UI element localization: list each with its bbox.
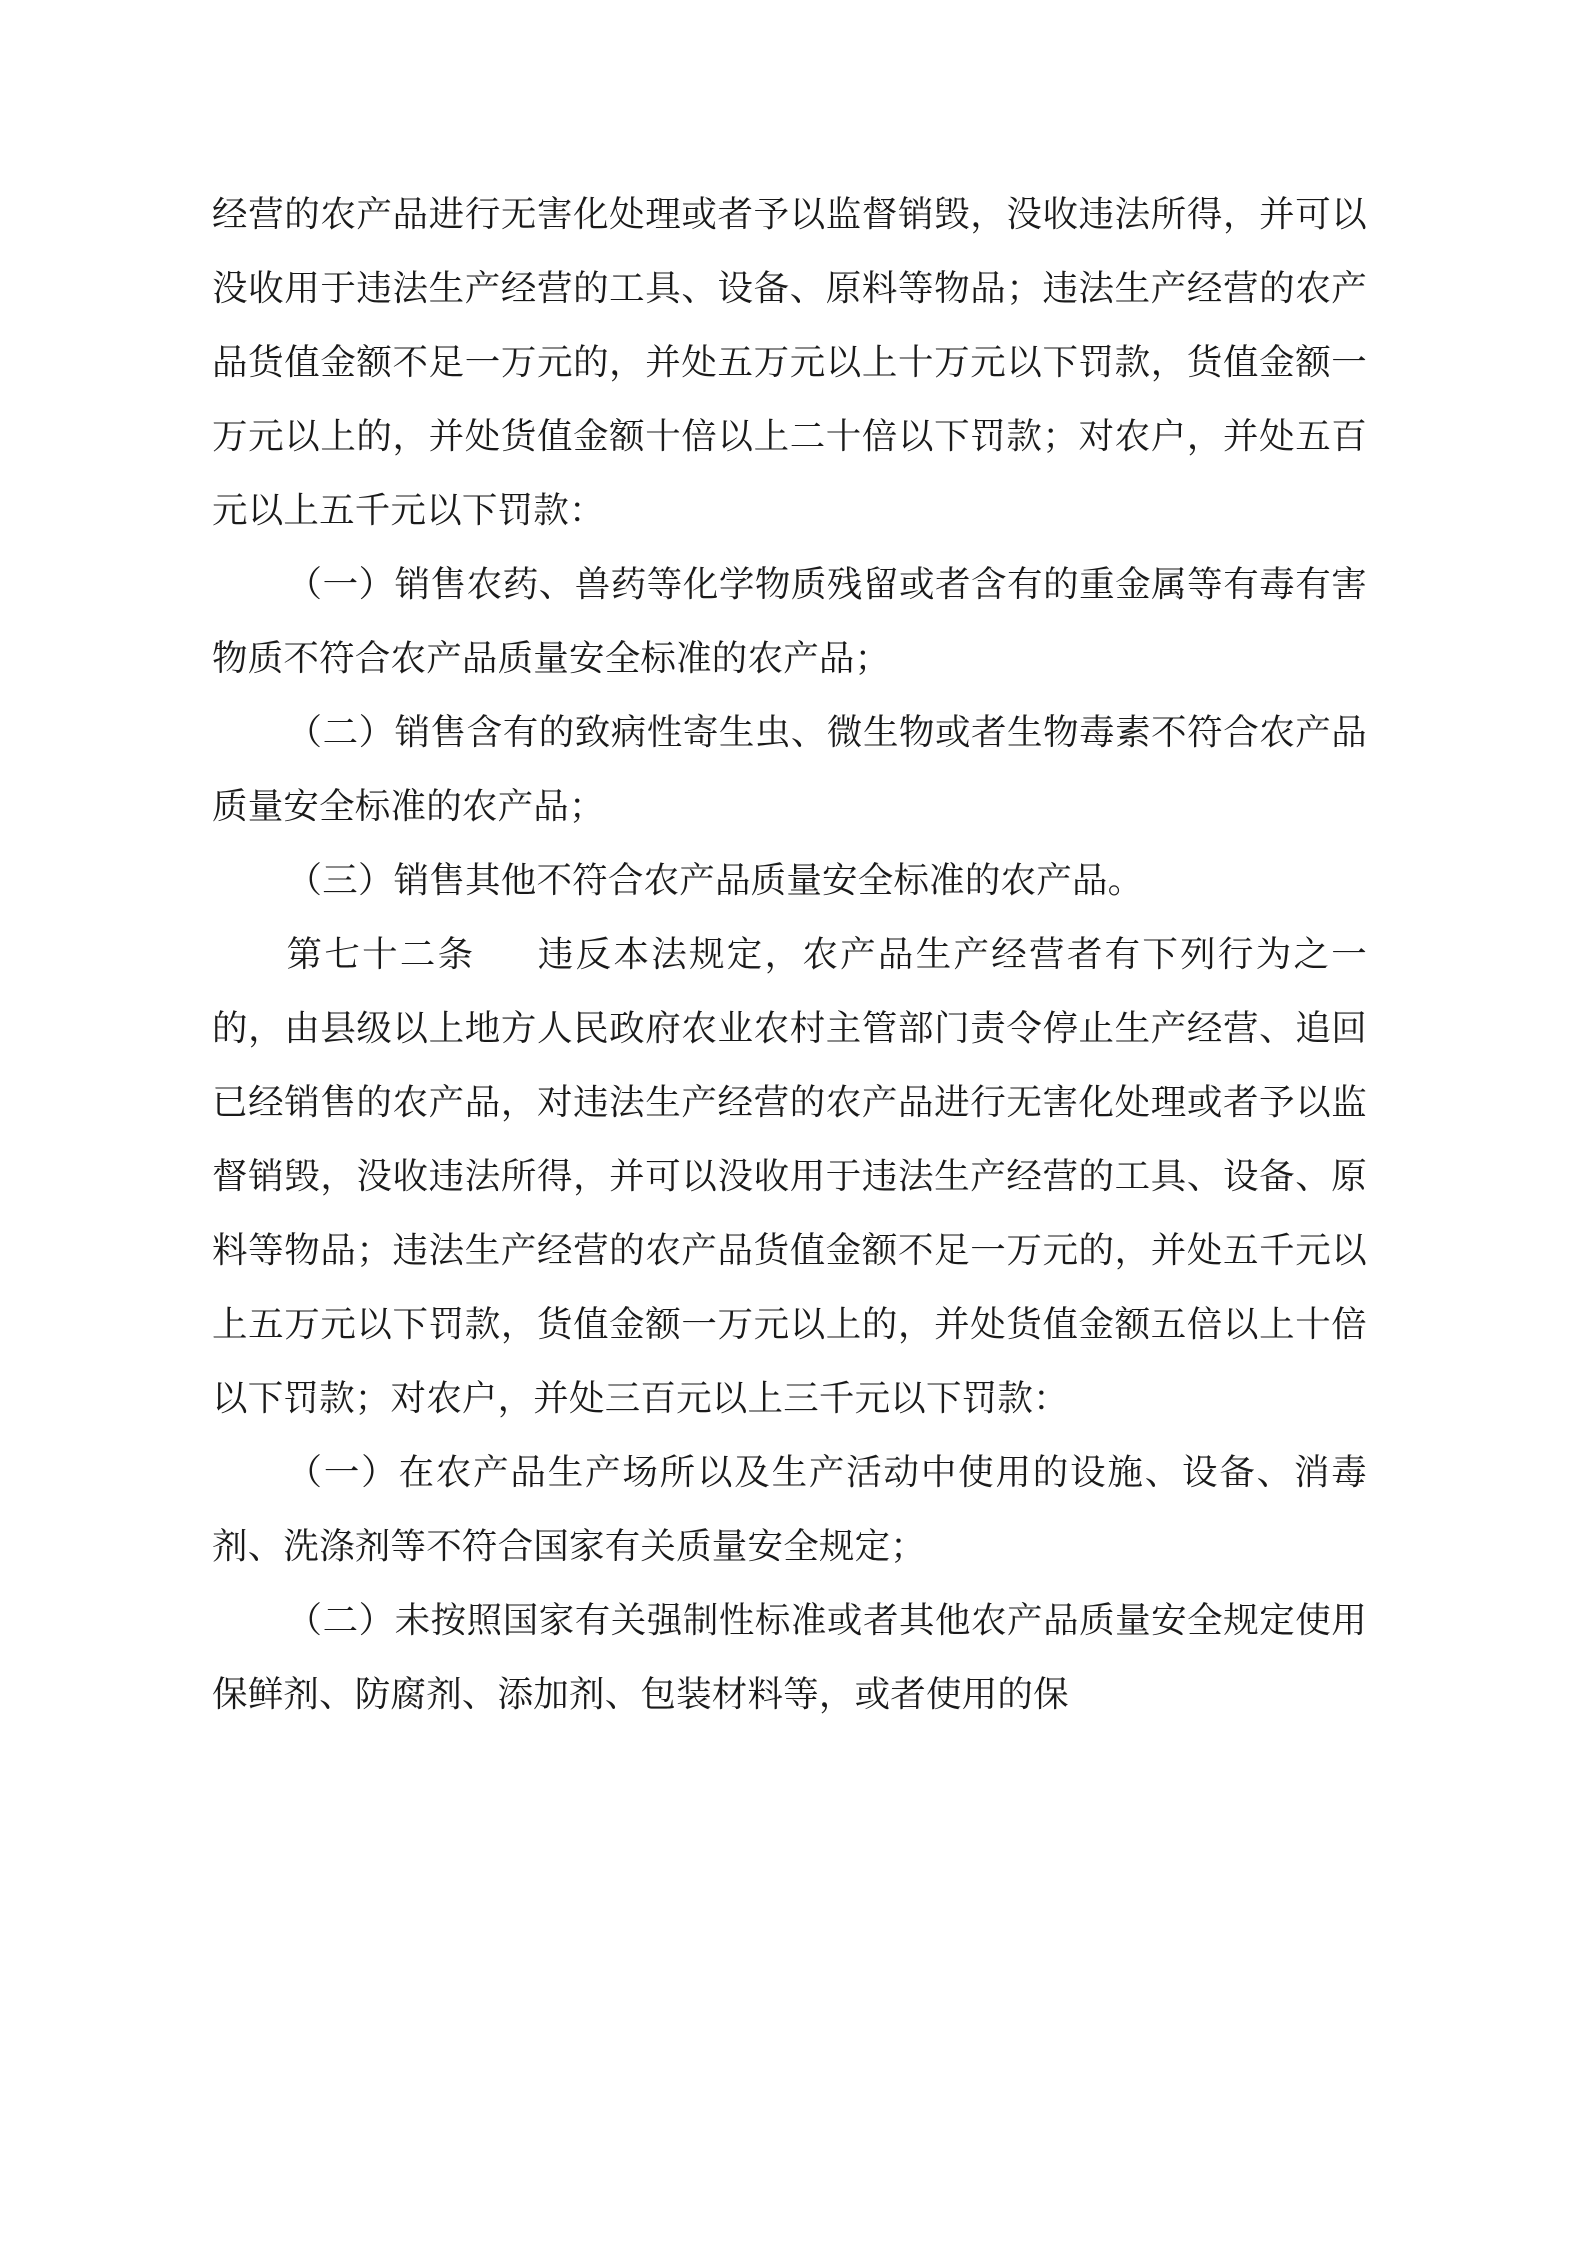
list-item-sale-other: （三）销售其他不符合农产品质量安全标准的农产品。 — [286, 860, 1144, 901]
article-72-label: 第七十二条 — [286, 934, 476, 975]
list-item-sale-pathogen: （二）销售含有的致病性寄生虫、微生物或者生物毒素不符合农产品质量安全标准的农产品； — [212, 712, 1367, 827]
list-item-facility-equipment: （一）在农产品生产场所以及生产活动中使用的设施、设备、消毒剂、洗涤剂等不符合国家有关质量安全规定； — [212, 1452, 1367, 1567]
list-item-preservatives: （二）未按照国家有关强制性标准或者其他农产品质量安全规定使用保鲜剂、防腐剂、添加剂、包装材料等，或者使用的保 — [212, 1600, 1367, 1715]
paragraph-continued-penalty: 经营的农产品进行无害化处理或者予以监督销毁，没收违法所得，并可以没收用于违法生产经营的工具、设备、原料等物品；违法生产经营的农产品货值金额不足一万元的，并处五万元以上十万元以下罚款，货值金额一万元以上的，并处货值金额十倍以上二十倍以下罚款；对农户，并处五百元以上五千元以下罚款： — [212, 194, 1367, 531]
article-72-paragraph — [212, 918, 1367, 1436]
list-item-sale-residue: （一）销售农药、兽药等化学物质残留或者含有的重金属等有毒有害物质不符合农产品质量安全标准的农产品； — [212, 564, 1367, 679]
page-content — [212, 178, 1367, 1732]
article-72-text: 违反本法规定，农产品生产经营者有下列行为之一的，由县级以上地方人民政府农业农村主管部门责令停止生产经营、追回已经销售的农产品，对违法生产经营的农产品进行无害化处理或者予以监督销毁，没收违法所得，并可以没收用于违法生产经营的工具、设备、原料等物品；违法生产经营的农产品货值金额不足一万元的，并处五千元以上五万元以下罚款，货值金额一万元以上的，并处货值金额五倍以上十倍以下罚款；对农户，并处三百元以上三千元以下罚款： — [212, 934, 1367, 1419]
